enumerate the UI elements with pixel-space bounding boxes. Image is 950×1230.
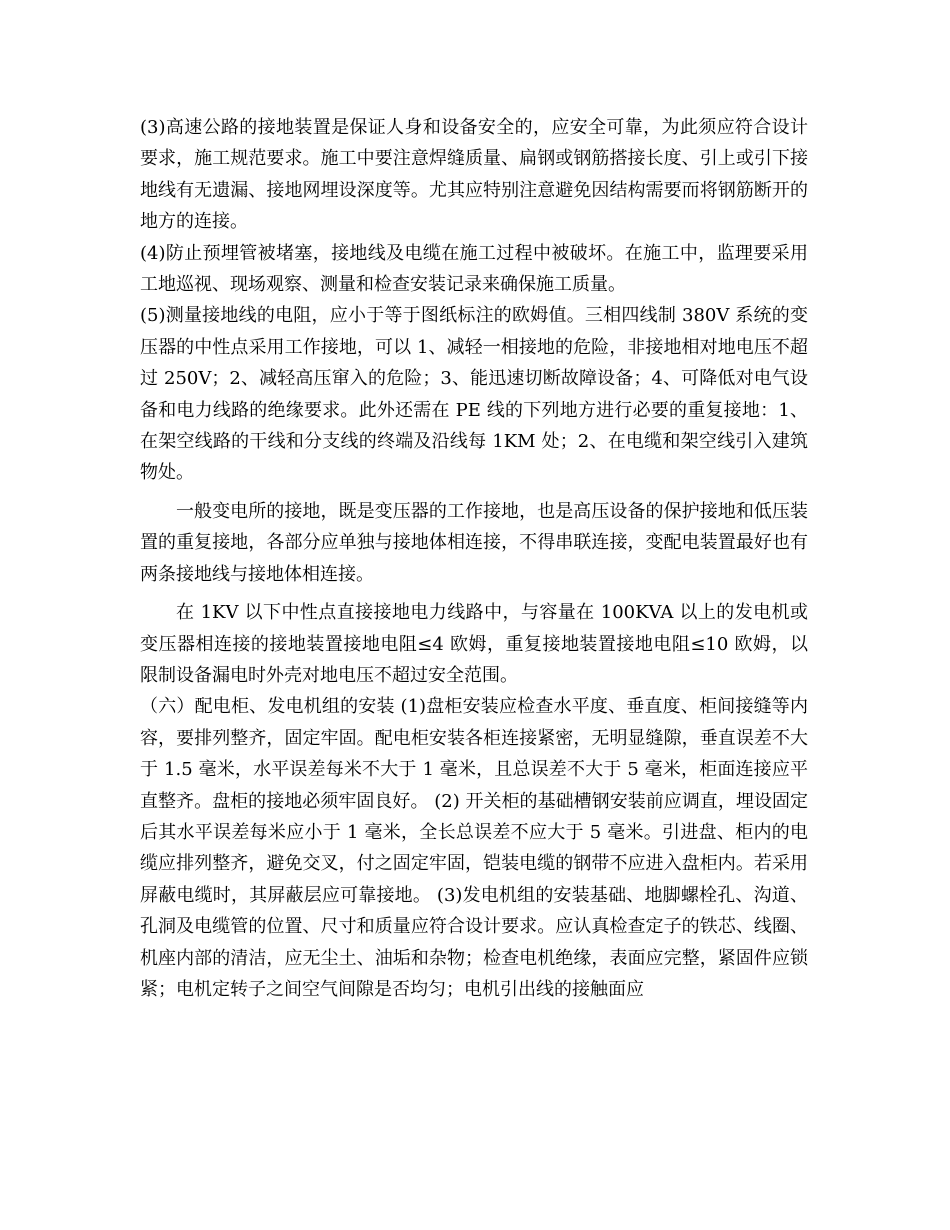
paragraph-substation-grounding: 一般变电所的接地，既是变压器的工作接地，也是高压设备的保护接地和低压装置的重复接地，各部分应单独与接地体相连接，不得串联连接，变配电装置最好也有两条接地线与接地体相连接。 bbox=[140, 500, 808, 585]
paragraph-cabinet-generator-installation: （六）配电柜、发电机组的安装 (1)盘柜安装应检查水平度、垂直度、柜间接缝等内容，要排列整齐，固定牢固。配电柜安装各柜连接紧密，无明显缝隙，垂直误差不大于 1.5 毫米，水平误差每米不大于 1 毫米，且总误差不大于 5 毫米，柜面连接应平直整齐。盘柜的接地必须牢固良好。 (2) 开关柜的基础槽钢安装前应调直，埋设固定后其水平误差每米应小于 1 毫米，全长总误差不应大于 5 毫米。引进盘、柜内的电缆应排列整齐，避免交叉，付之固定牢固，铠装电缆的钢带不应进入盘柜内。若采用屏蔽电缆时，其屏蔽层应可靠接地。 (3)发电机组的安装基础、地脚螺栓孔、沟道、孔洞及电缆管的位置、尺寸和质量应符合设计要求。应认真检查定子的铁芯、线圈、机座内部的清洁，应无尘土、油垢和杂物；检查电机绝缘，表面应完整，紧固件应锁紧；电机定转子之间空气间隙是否均匀；电机引出线的接触面应 bbox=[140, 696, 808, 1000]
paragraph-conduit-protection: (4)防止预埋管被堵塞，接地线及电缆在施工过程中被破坏。在施工中，监理要采用工地巡视、现场观察、测量和检查安装记录来确保施工质量。 bbox=[140, 242, 808, 296]
document-body bbox=[140, 112, 808, 1005]
paragraph-resistance-measurement: (5)测量接地线的电阻，应小于等于图纸标注的欧姆值。三相四线制 380V 系统的变压器的中性点采用工作接地，可以 1、减轻一相接地的危险，非接地相对地电压不超过 250V；2、减轻高压窜入的危险；3、能迅速切断故障设备；4、可降低对电气设备和电力线路的绝缘要求。此外还需在 PE 线的下列地方进行必要的重复接地：1、在架空线路的干线和分支线的终端及沿线每 1KM 处；2、在电缆和架空线引入建筑物处。 bbox=[140, 305, 808, 484]
paragraph-grounding-requirements: (3)高速公路的接地装置是保证人身和设备安全的，应安全可靠，为此须应符合设计要求，施工规范要求。施工中要注意焊缝质量、扁钢或钢筋搭接长度、引上或引下接地线有无遗漏、接地网埋设深度等。尤其应特别注意避免因结构需要而将钢筋断开的地方的连接。 bbox=[140, 117, 808, 233]
paragraph-resistance-limits: 在 1KV 以下中性点直接接地电力线路中，与容量在 100KVA 以上的发电机或变压器相连接的接地装置接地电阻≤4 欧姆，重复接地装置接地电阻≤10 欧姆，以限制设备漏电时外壳对地电压不超过安全范围。 bbox=[140, 602, 808, 686]
